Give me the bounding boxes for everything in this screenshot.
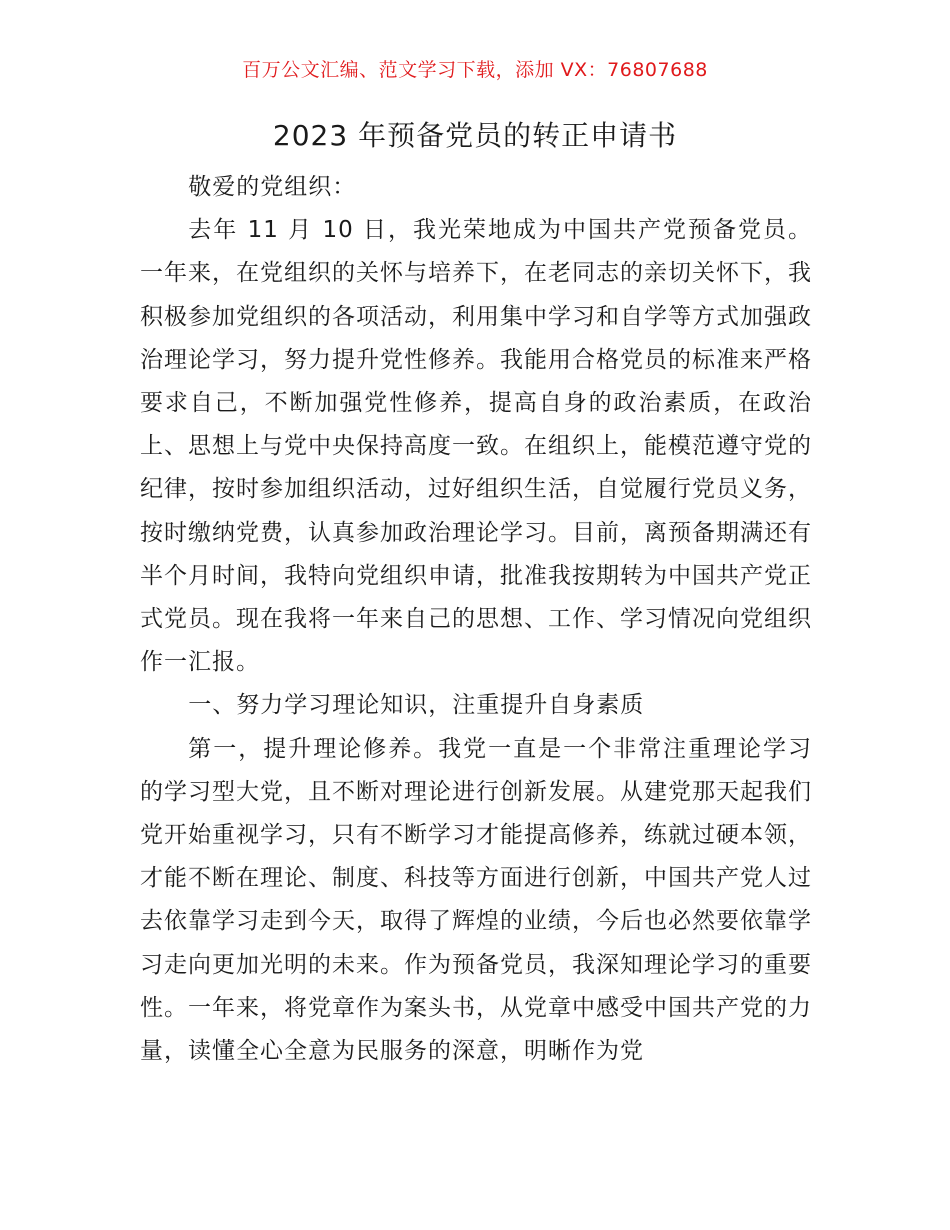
- section-heading-1: 一、努力学习理论知识，注重提升自身素质: [188, 692, 645, 719]
- paragraph-intro: 去年 11 月 10 日，我光荣地成为中国共产党预备党员。一年来，在党组织的关怀与培养下，在老同志的亲切关怀下，我积极参加党组织的各项活动，利用集中学习和自学等方式加强政治理论学习，努力提升党性修养。我能用合格党员的标准来严格要求自己，不断加强党性修养，提高自身的政治素质，在政治上、思想上与党中央保持高度一致。在组织上，能模范遵守党的纪律，按时参加组织活动，过好组织生活，自觉履行党员义务，按时缴纳党费，认真参加政治理论学习。目前，离预备期满还有半个月时间，我特向党组织申请，批准我按期转为中国共产党正式党员。现在我将一年来自己的思想、工作、学习情况向党组织作一汇报。: [140, 217, 812, 676]
- document-title: 2023 年预备党员的转正申请书: [272, 119, 678, 152]
- header-download-note: 百万公文汇编、范文学习下载，添加 VX：76807688: [242, 59, 708, 81]
- document-body: [140, 166, 812, 1073]
- paragraph-theory: 第一，提升理论修养。我党一直是一个非常注重理论学习的学习型大党，且不断对理论进行创新发展。从建党那天起我们党开始重视学习，只有不断学习才能提高修养，练就过硬本领，才能不断在理论、制度、科技等方面进行创新，中国共产党人过去依靠学习走到今天，取得了辉煌的业绩，今后也必然要依靠学习走向更加光明的未来。作为预备党员，我深知理论学习的重要性。一年来，将党章作为案头书，从党章中感受中国共产党的力量，读懂全心全意为民服务的深意，明晰作为党: [140, 735, 812, 1065]
- salutation: 敬爱的党组织：: [188, 174, 357, 200]
